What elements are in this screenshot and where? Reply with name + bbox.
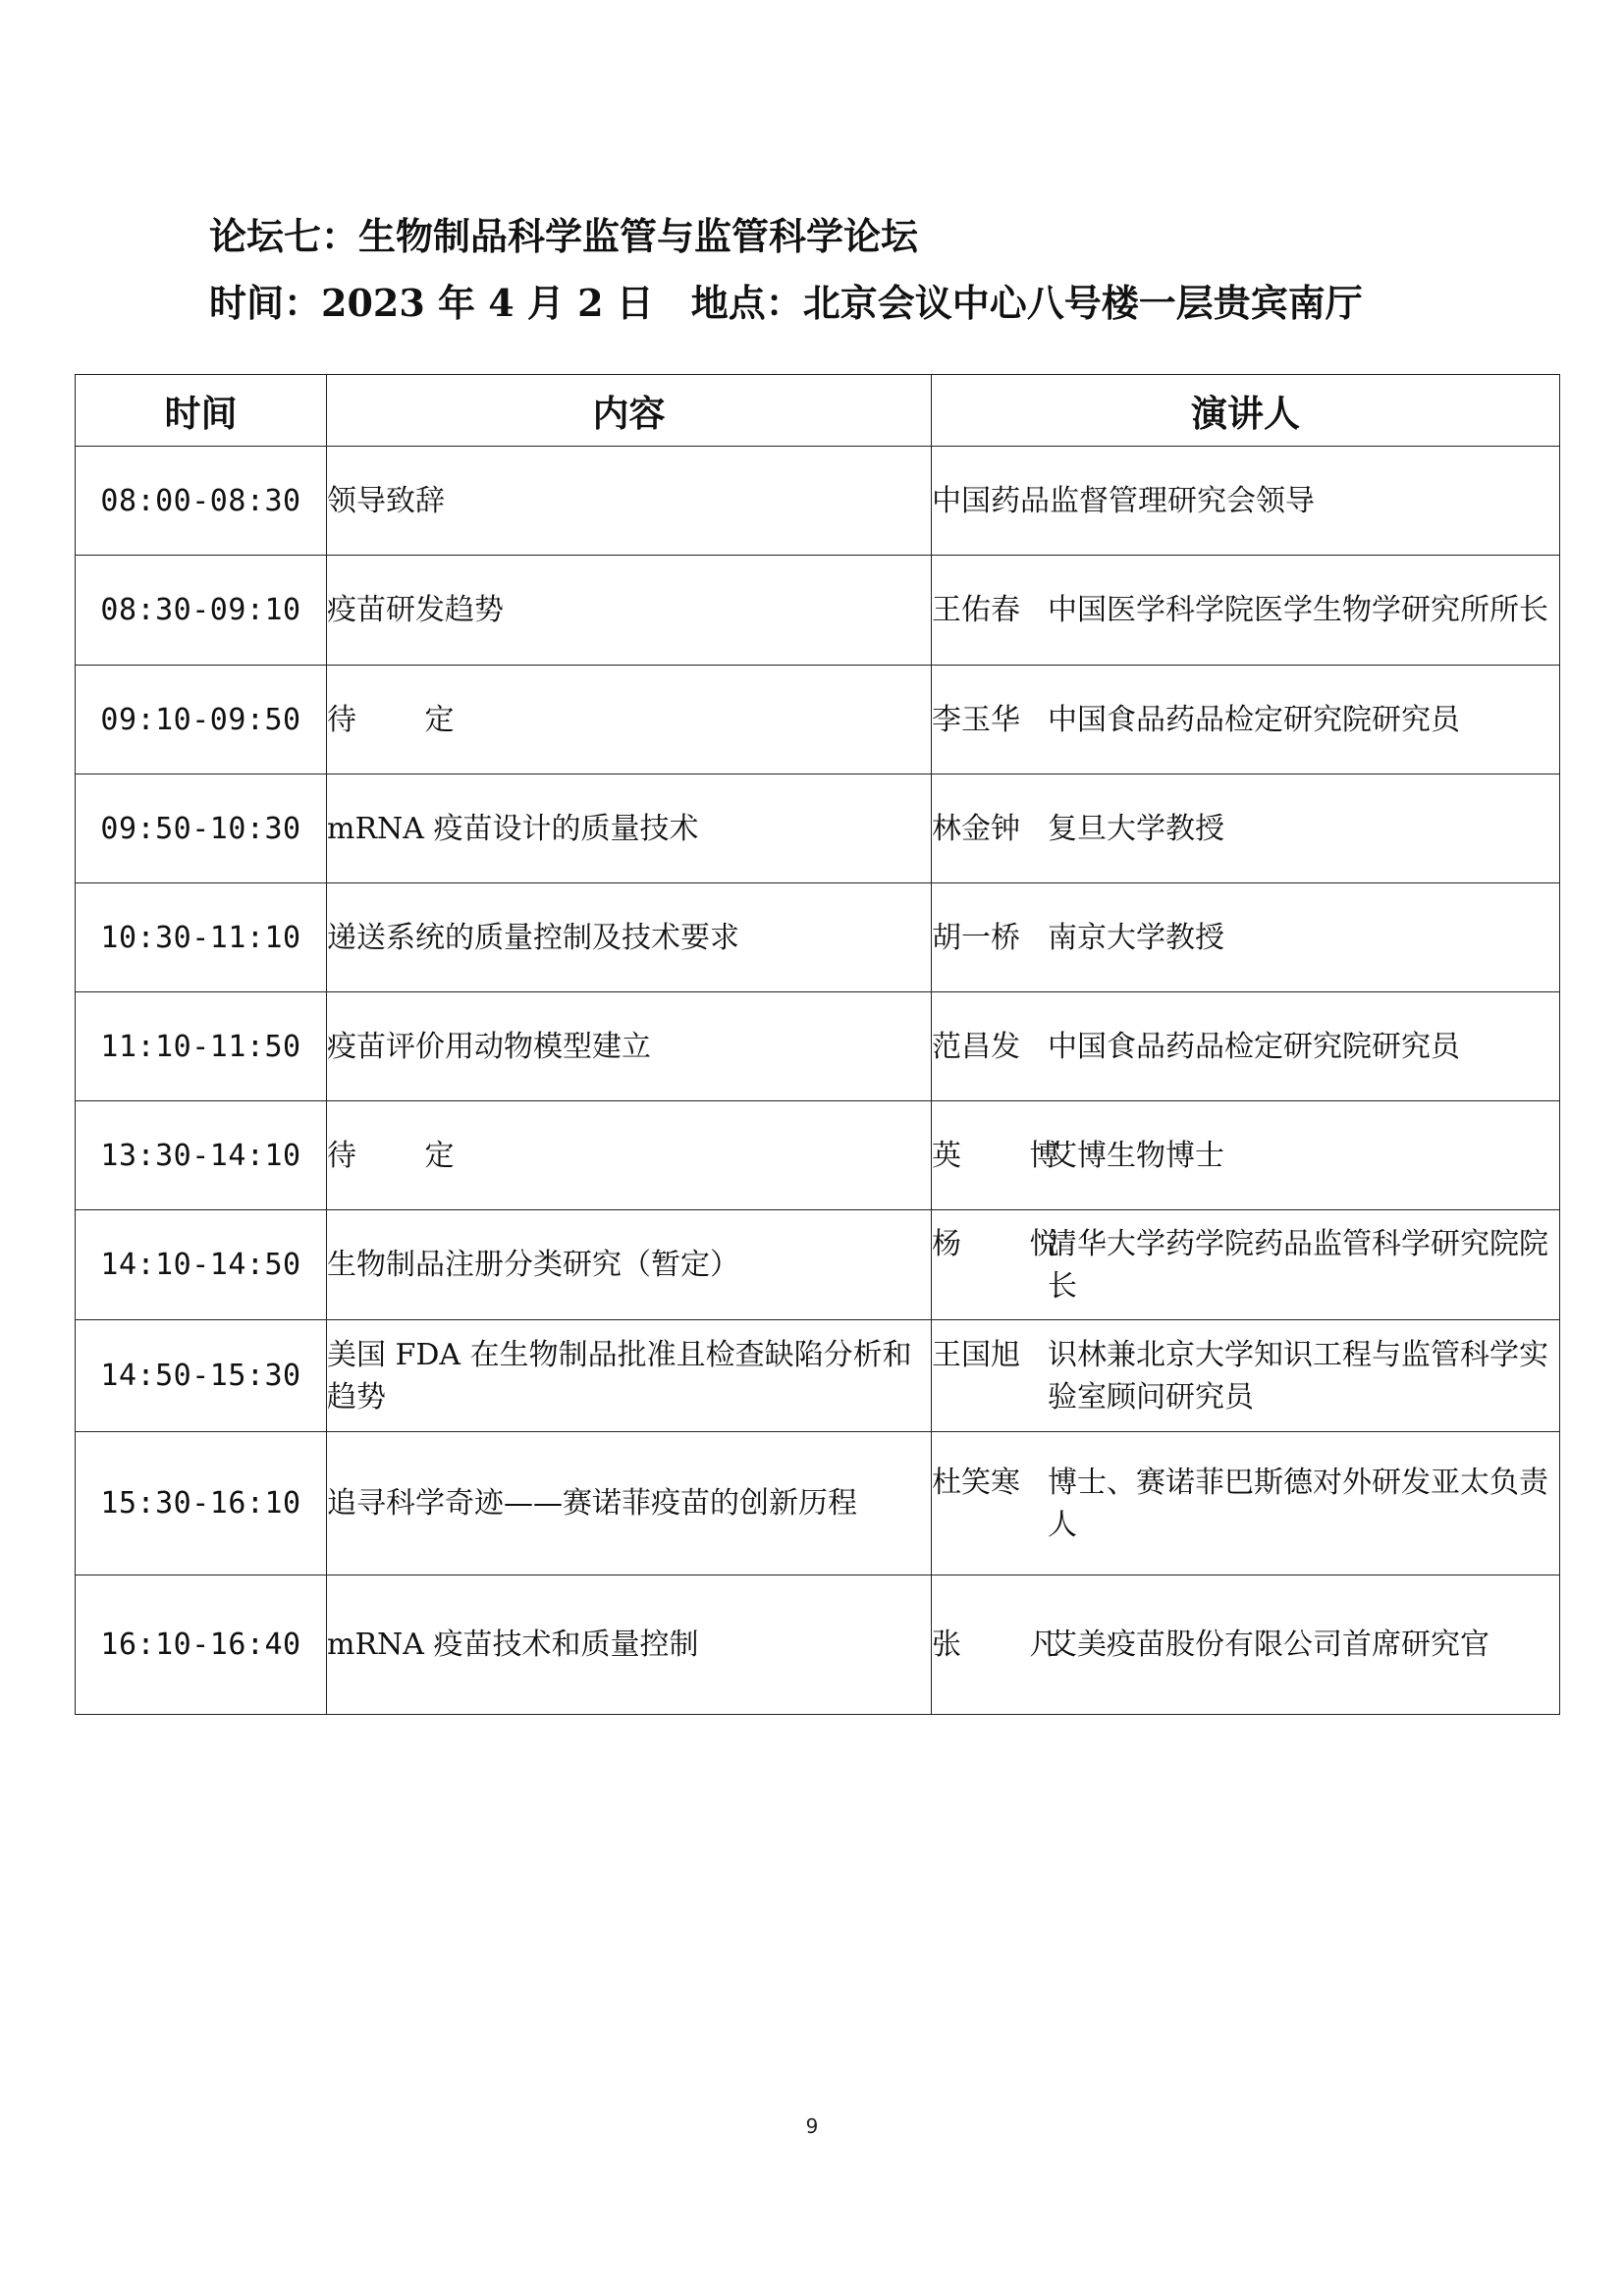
- speaker-name: 杨 悦: [932, 1226, 1089, 1261]
- forum-date-venue: [209, 281, 1363, 325]
- session-topic: 疫苗研发趋势: [327, 556, 932, 666]
- column-header-speaker: 演讲人: [932, 375, 1560, 447]
- table-row: [76, 883, 1560, 992]
- session-topic: 生物制品注册分类研究（暂定）: [327, 1210, 932, 1320]
- speaker-name: 杜笑寒: [932, 1465, 1020, 1500]
- table-row: [76, 1432, 1560, 1575]
- speaker-name: 胡一桥: [932, 920, 1020, 955]
- forum-date: 时间：2023 年 4 月 2 日: [209, 281, 654, 325]
- speaker-affiliation: 博士、赛诺菲巴斯德对外研发亚太负责人: [1048, 1465, 1548, 1542]
- table-row: [76, 1575, 1560, 1715]
- session-speaker: [932, 1320, 1560, 1432]
- session-topic: mRNA 疫苗技术和质量控制: [327, 1575, 932, 1715]
- session-time: 08:30-09:10: [76, 556, 327, 666]
- session-time: 09:50-10:30: [76, 774, 327, 883]
- session-speaker: [932, 883, 1560, 992]
- session-time: 15:30-16:10: [76, 1432, 327, 1575]
- speaker-affiliation: 清华大学药学院药品监管科学研究院院长: [1048, 1226, 1548, 1304]
- page-number: 9: [805, 2114, 819, 2138]
- session-speaker: [932, 992, 1560, 1101]
- session-time: 08:00-08:30: [76, 447, 327, 556]
- session-speaker: [932, 774, 1560, 883]
- session-speaker: [932, 1210, 1560, 1320]
- table-row: [76, 1210, 1560, 1320]
- session-time: 09:10-09:50: [76, 666, 327, 774]
- speaker-name: 王国旭: [932, 1337, 1020, 1372]
- speaker-name: 张 凡: [932, 1628, 1089, 1662]
- speaker-name: 王佑春: [932, 593, 1020, 627]
- table-row: [76, 1101, 1560, 1210]
- speaker-affiliation: 艾博生物博士: [1048, 1138, 1224, 1173]
- session-topic: 领导致辞: [327, 447, 932, 556]
- topic-text: 待 定: [327, 702, 484, 737]
- speaker-name: 范昌发: [932, 1029, 1020, 1064]
- session-time: 10:30-11:10: [76, 883, 327, 992]
- session-speaker: 中国药品监督管理研究会领导: [932, 447, 1560, 556]
- speaker-affiliation: 识林兼北京大学知识工程与监管科学实验室顾问研究员: [1048, 1337, 1548, 1415]
- session-time: 14:10-14:50: [76, 1210, 327, 1320]
- speaker-affiliation: 复旦大学教授: [1048, 811, 1224, 846]
- column-header-time: 时间: [76, 375, 327, 447]
- forum-title: 论坛七：生物制品科学监管与监管科学论坛: [209, 214, 919, 258]
- session-time: 14:50-15:30: [76, 1320, 327, 1432]
- session-time: 16:10-16:40: [76, 1575, 327, 1715]
- session-time: 11:10-11:50: [76, 992, 327, 1101]
- speaker-name: 英 博: [932, 1138, 1089, 1173]
- session-topic: mRNA 疫苗设计的质量技术: [327, 774, 932, 883]
- session-topic: [327, 1101, 932, 1210]
- session-speaker: [932, 1575, 1560, 1715]
- table-row: [76, 992, 1560, 1101]
- table-row: [76, 666, 1560, 774]
- speaker-name: 林金钟: [932, 811, 1020, 846]
- session-speaker: [932, 556, 1560, 666]
- session-topic: 疫苗评价用动物模型建立: [327, 992, 932, 1101]
- table-row: [76, 774, 1560, 883]
- table-row: [76, 1320, 1560, 1432]
- table-header-row: [76, 375, 1560, 447]
- speaker-name: 李玉华: [932, 702, 1020, 737]
- table-row: [76, 447, 1560, 556]
- session-time: 13:30-14:10: [76, 1101, 327, 1210]
- speaker-affiliation: 中国医学科学院医学生物学研究所所长: [1048, 593, 1548, 627]
- session-speaker: [932, 1432, 1560, 1575]
- session-topic: 美国 FDA 在生物制品批准且检查缺陷分析和趋势: [327, 1320, 932, 1432]
- agenda-table: [75, 374, 1560, 1715]
- forum-venue: 地点：北京会议中心八号楼一层贵宾南厅: [690, 281, 1363, 325]
- table-row: [76, 556, 1560, 666]
- speaker-affiliation: 中国食品药品检定研究院研究员: [1048, 1029, 1460, 1064]
- speaker-affiliation: 艾美疫苗股份有限公司首席研究官: [1048, 1628, 1489, 1662]
- speaker-affiliation: 中国食品药品检定研究院研究员: [1048, 702, 1460, 737]
- column-header-topic: 内容: [327, 375, 932, 447]
- session-topic: 递送系统的质量控制及技术要求: [327, 883, 932, 992]
- session-topic: [327, 666, 932, 774]
- session-speaker: [932, 666, 1560, 774]
- topic-text: 待 定: [327, 1138, 484, 1173]
- session-topic: 追寻科学奇迹——赛诺菲疫苗的创新历程: [327, 1432, 932, 1575]
- session-speaker: [932, 1101, 1560, 1210]
- speaker-affiliation: 南京大学教授: [1048, 920, 1224, 955]
